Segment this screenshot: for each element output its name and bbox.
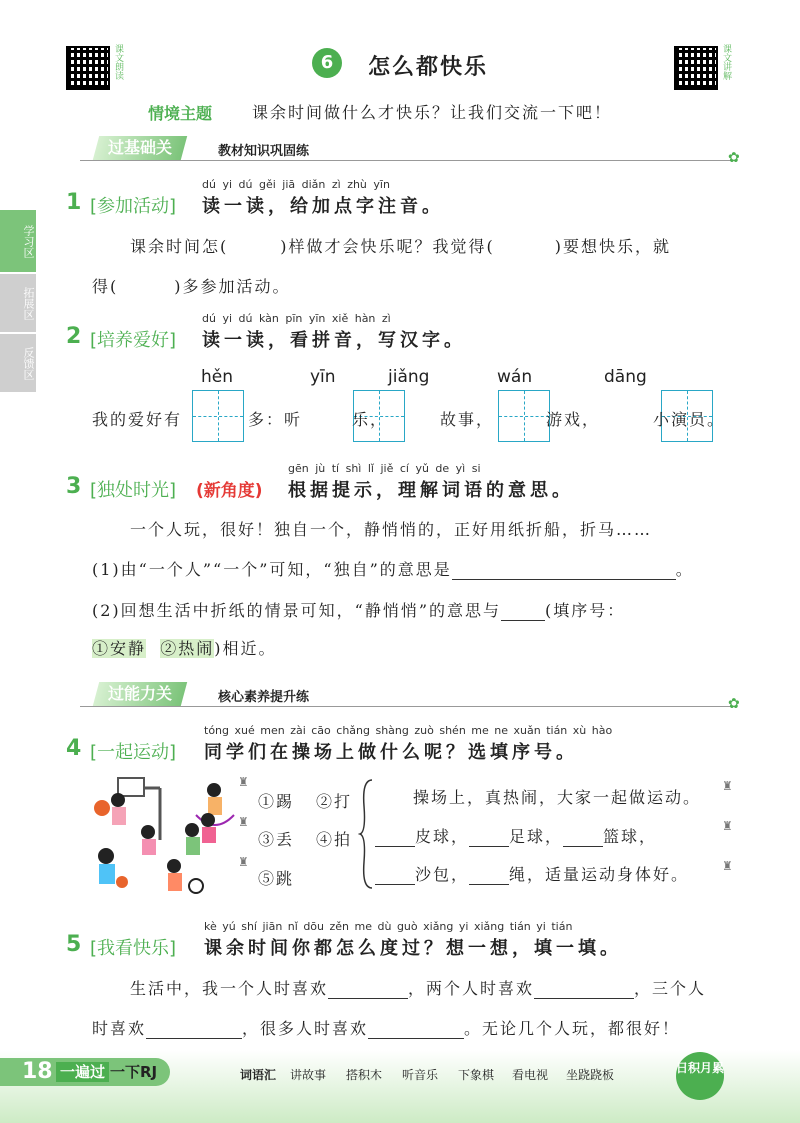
svg-text:♜: ♜ [722, 779, 733, 793]
flower-icon: ✿ [728, 696, 740, 712]
q2-title: 读一读，看拼音，写汉字。 [202, 330, 466, 351]
q4-l2b: 足球， [509, 827, 564, 846]
q4-l3a: 沙包， [415, 865, 470, 884]
q5-answer-1[interactable] [328, 981, 408, 999]
q1-line2 [92, 274, 291, 297]
q5-answer-2[interactable] [534, 981, 634, 999]
svg-text:♜: ♜ [238, 855, 249, 869]
q4-option-5: ⑤跳 [258, 869, 295, 888]
q5-line1 [130, 976, 706, 999]
q1-line1 [130, 234, 671, 257]
q1-text-b: )样做才会快乐呢？我觉得( [280, 237, 495, 256]
q2-box-3[interactable] [498, 390, 550, 442]
vocab-item-1: 讲故事 [290, 1068, 327, 1082]
q2-text-5: 游戏， [546, 410, 601, 429]
lesson-title: 怎么都快乐 [368, 55, 489, 80]
q3-sub2-tail: )相近。 [214, 639, 277, 658]
q5-number: 5 [66, 932, 82, 957]
q5-answer-3[interactable] [146, 1021, 242, 1039]
playground-illustration [88, 770, 248, 900]
q4-number: 4 [66, 736, 82, 761]
q4-answer-4[interactable] [375, 867, 415, 885]
q4-option-3: ③丢 [258, 830, 295, 849]
brace-divider [358, 778, 376, 890]
q4-option-4: ④拍 [316, 830, 353, 849]
svg-text:♜: ♜ [722, 859, 733, 873]
flower-icon: ✿ [728, 150, 740, 166]
vocab-item-6: 坐跷跷板 [566, 1068, 615, 1082]
q4-answer-2[interactable] [469, 829, 509, 847]
lesson-number-badge: 6 [312, 48, 342, 78]
q3-sub1-text: (1)由“一个人”“一个”可知，“独自”的意思是 [92, 560, 452, 579]
q2-text-4: 故事， [440, 410, 495, 429]
q4-option-1: ①踢 [258, 792, 295, 811]
q3-sub2-end: (填序号： [545, 601, 626, 620]
q2-text-2: 多：听 [248, 410, 303, 429]
side-tab-study[interactable]: 学习区 [0, 210, 36, 272]
q2-pinyin-3: jiǎng [388, 367, 430, 387]
q4-tag: [一起运动] [90, 742, 177, 763]
svg-text:♜: ♜ [238, 815, 249, 829]
q2-pinyin-5: dāng [604, 367, 647, 387]
q3-sub2-text: (2)回想生活中折纸的情景可知，“静悄悄”的意思与 [92, 601, 502, 620]
q3-answer-1[interactable] [452, 562, 676, 580]
section-basic-subtitle: 教材知识巩固练 [218, 144, 310, 159]
q3-sub2 [92, 598, 625, 621]
q2-text-6: 小演员。 [653, 410, 726, 429]
q1-text-a: 课余时间怎( [130, 237, 229, 256]
q3-option-1: ①安静 [92, 639, 147, 658]
q3-answer-2[interactable] [501, 603, 545, 621]
qr-code-left[interactable] [66, 46, 110, 90]
q3-passage: 一个人玩，很好！独自一个，静悄悄的，正好用纸折船，折马…… [130, 520, 653, 539]
q1-text-d: 得( [92, 277, 119, 296]
vocab-item-5: 看电视 [512, 1068, 549, 1082]
q5-tag: [我看快乐] [90, 938, 177, 959]
q1-text-e: )多参加活动。 [174, 277, 291, 296]
q1-tag: [参加活动] [90, 196, 177, 217]
vocab-item-4: 下象棋 [458, 1068, 495, 1082]
theme-label: 情境主题 [148, 104, 213, 123]
q5-l1c: ，三个人 [634, 979, 707, 998]
qr-code-right[interactable] [674, 46, 718, 90]
vocab-item-3: 听音乐 [402, 1068, 439, 1082]
q3-sub1-end: 。 [675, 560, 694, 579]
vocab-label: 词语汇 [240, 1068, 277, 1082]
q1-number: 1 [66, 190, 82, 215]
daily-badge: 日积月累 [676, 1052, 724, 1100]
vocab-item-2: 搭积木 [346, 1068, 383, 1082]
q1-text-c: )要想快乐，就 [554, 237, 671, 256]
q4-answer-3[interactable] [563, 829, 603, 847]
shuttlecock-decoration-right [718, 768, 740, 898]
q3-option-2: ②热闹 [160, 639, 215, 658]
theme-text: 课余时间做什么才快乐？让我们交流一下吧！ [252, 103, 613, 122]
q2-pinyin-4: wán [497, 367, 533, 387]
q3-new-angle: (新角度) [196, 481, 263, 501]
q4-l2a: 皮球， [415, 827, 470, 846]
q5-l2b: ，很多人时喜欢 [242, 1019, 369, 1038]
q3-sub1 [92, 557, 694, 580]
q5-l1b: ，两个人时喜欢 [408, 979, 535, 998]
q5-l1a: 生活中，我一个人时喜欢 [130, 979, 329, 998]
q2-text-1: 我的爱好有 [92, 410, 183, 429]
q2-pinyin-2: yīn [310, 367, 336, 387]
q3-tag: [独处时光] [90, 480, 177, 501]
q4-l2c: 篮球， [603, 827, 658, 846]
page-number: 18 [22, 1059, 53, 1084]
side-tab-expand[interactable]: 拓展区 [0, 274, 36, 332]
q4-l3b: 绳，适量运动身体好。 [509, 865, 690, 884]
grade-label: 一下RJ [110, 1063, 158, 1081]
q2-number: 2 [66, 324, 82, 349]
section-ability-subtitle: 核心素养提升练 [218, 690, 310, 705]
q4-line3 [375, 862, 689, 885]
q5-l2a: 时喜欢 [92, 1019, 147, 1038]
q5-title: 课余时间你都怎么度过？想一想，填一填。 [204, 938, 622, 959]
side-tabs [0, 210, 36, 392]
qr-left-label: 课文朗读 [113, 44, 123, 80]
q3-pinyin: gēn jù tí shì lǐ jiě cí yǔ de yì si [288, 462, 481, 475]
q5-answer-4[interactable] [368, 1021, 464, 1039]
svg-text:♜: ♜ [238, 775, 249, 789]
q4-answer-5[interactable] [469, 867, 509, 885]
q5-l2c: 。无论几个人玩，都很好！ [464, 1019, 681, 1038]
qr-right-label: 课文讲解 [721, 44, 731, 80]
q2-pinyin-1: hěn [201, 367, 234, 387]
section-ability-tag: 过能力关 [93, 682, 187, 706]
side-tab-feedback[interactable]: 反馈区 [0, 334, 36, 392]
q4-option-2: ②打 [316, 792, 353, 811]
section-basic-tag: 过基础关 [93, 136, 187, 160]
svg-text:♜: ♜ [722, 819, 733, 833]
q1-pinyin: dú yi dú gěi jiā diǎn zì zhù yīn [202, 178, 390, 191]
q4-title: 同学们在操场上做什么呢？选填序号。 [204, 742, 578, 763]
q2-box-1[interactable] [192, 390, 244, 442]
q2-tag: [培养爱好] [90, 330, 177, 351]
shuttlecock-decoration [238, 768, 252, 898]
q4-answer-1[interactable] [375, 829, 415, 847]
book-logo: 一遍过 [56, 1062, 109, 1082]
q1-title: 读一读，给加点字注音。 [202, 196, 444, 217]
q4-pinyin: tóng xué men zài cāo chǎng shàng zuò shén me ne xuǎn tián xù hào [204, 724, 613, 737]
q5-line2 [92, 1016, 680, 1039]
q4-line1: 操场上，真热闹，大家一起做运动。 [413, 788, 702, 807]
q4-line2 [375, 824, 657, 847]
q3-title: 根据提示，理解词语的意思。 [288, 480, 574, 501]
q2-pinyin: dú yi dú kàn pīn yīn xiě hàn zì [202, 312, 391, 325]
q3-number: 3 [66, 474, 82, 499]
q3-options [92, 636, 276, 659]
q5-pinyin: kè yú shí jiān nǐ dōu zěn me dù guò xiǎng yi xiǎng tián yi tián [204, 920, 573, 933]
q2-text-3: 乐， [352, 410, 389, 429]
